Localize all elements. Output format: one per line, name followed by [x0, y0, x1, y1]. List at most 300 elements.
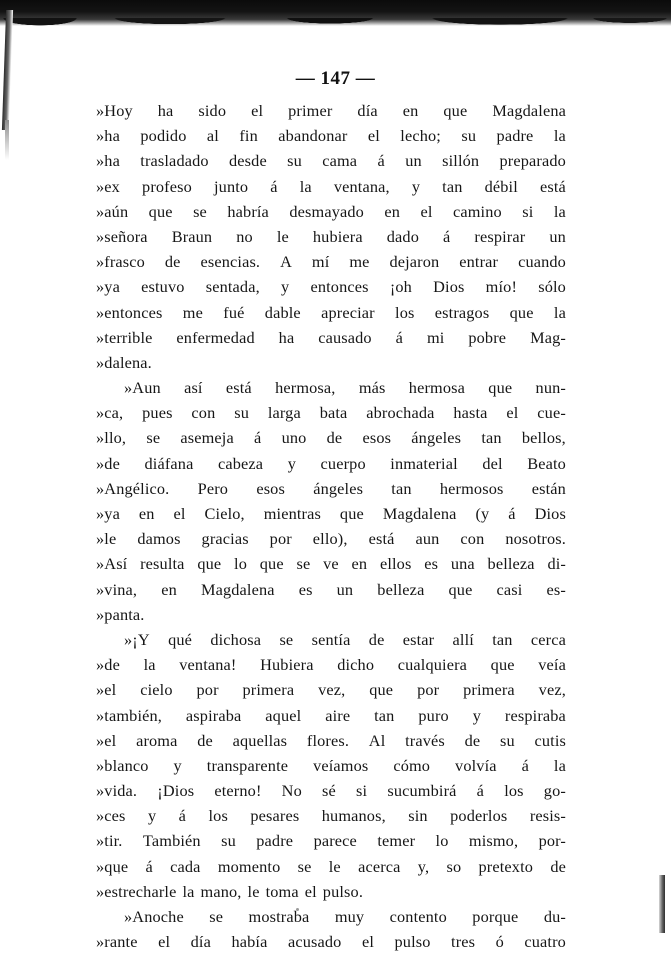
- text-word: á: [395, 327, 404, 347]
- text-word: »tir.: [96, 831, 123, 851]
- text-word: en: [138, 504, 155, 523]
- text-word: di-: [547, 554, 566, 574]
- text-word: cama: [322, 151, 358, 171]
- text-word: están: [531, 478, 566, 498]
- text-word: »Angélico.: [96, 478, 170, 498]
- text-line: [96, 526, 566, 551]
- text-word: »terrible: [96, 327, 153, 347]
- text-word: muy: [334, 907, 365, 926]
- text-word: »blanco: [96, 755, 149, 775]
- text-word: »rante: [96, 932, 138, 952]
- text-word: con: [191, 403, 216, 423]
- text-word: »ha: [96, 151, 120, 171]
- text-word: resulta: [140, 554, 185, 574]
- text-word: su: [287, 151, 302, 171]
- text-word: abandonar: [278, 126, 348, 146]
- text-word: bellos,: [521, 428, 566, 448]
- text-word: »aún: [96, 201, 129, 221]
- text-word: mano,: [200, 881, 242, 901]
- text-word: Dios: [534, 504, 566, 523]
- text-word: á: [443, 226, 451, 246]
- text-word: que: [509, 302, 534, 322]
- text-word: se: [209, 907, 224, 926]
- text-word: (y: [475, 504, 490, 523]
- text-word: su: [234, 403, 249, 423]
- text-word: »ces: [96, 806, 126, 826]
- text-word: tan: [442, 176, 463, 196]
- text-word: resis-: [529, 806, 566, 826]
- text-word: habría: [227, 201, 269, 221]
- text-word: ha: [278, 327, 295, 347]
- text-word: hermosa,: [275, 378, 336, 398]
- text-word: se: [193, 201, 207, 221]
- text-word: ellos: [379, 554, 412, 574]
- text-word: »vina,: [96, 579, 138, 599]
- text-word: esencias.: [200, 252, 261, 272]
- text-line: [96, 98, 566, 123]
- text-word: le: [328, 856, 341, 876]
- text-word: la: [299, 176, 312, 196]
- text-word: que: [148, 201, 173, 221]
- text-word: »el: [96, 680, 117, 700]
- text-word: »Aun: [124, 378, 161, 398]
- text-line: [96, 325, 566, 350]
- text-word: profeso: [142, 176, 192, 196]
- text-line: [96, 174, 566, 199]
- text-word: cuatro: [524, 932, 566, 952]
- text-line: [96, 350, 566, 375]
- text-word: y: [173, 755, 182, 775]
- text-word: su: [461, 126, 477, 146]
- text-word: á: [377, 151, 385, 171]
- text-word: padre: [496, 126, 534, 146]
- text-word: el: [173, 504, 186, 523]
- text-word: cada: [170, 856, 201, 876]
- text-word: damos: [137, 529, 181, 549]
- text-word: camino: [452, 201, 502, 221]
- text-word: estuvo: [141, 277, 185, 297]
- text-word: »señora: [96, 226, 148, 246]
- text-word: »ya: [96, 277, 120, 297]
- text-word: nun-: [535, 378, 566, 398]
- text-word: sólo: [538, 277, 566, 297]
- text-word: le: [247, 881, 260, 901]
- text-word: »panta.: [96, 604, 145, 624]
- text-word: esos: [256, 478, 285, 498]
- text-word: día: [357, 101, 378, 120]
- text-word: casi: [496, 579, 523, 599]
- text-word: los: [504, 781, 524, 801]
- text-line: [96, 476, 566, 501]
- text-word: Magdalena: [492, 101, 566, 120]
- text-word: se: [279, 629, 294, 649]
- text-word: estar: [402, 629, 435, 649]
- text-line: [96, 577, 566, 602]
- text-word: »de: [96, 453, 120, 473]
- text-word: Magdalena: [382, 504, 457, 523]
- text-word: de: [164, 252, 181, 272]
- text-word: sillón: [442, 151, 480, 171]
- text-line: [96, 879, 566, 904]
- text-word: primer: [288, 101, 333, 120]
- text-word: ve: [323, 554, 339, 574]
- text-line: [96, 551, 566, 576]
- text-word: Pero: [197, 478, 229, 498]
- text-word: »Anoche: [124, 907, 184, 926]
- text-word: lecho;: [400, 126, 441, 146]
- text-line: [96, 652, 566, 677]
- text-word: está: [368, 529, 395, 549]
- text-word: hasta: [453, 403, 488, 423]
- text-word: esos: [362, 428, 392, 448]
- text-word: el: [158, 932, 171, 952]
- text-word: Beato: [527, 453, 566, 473]
- text-word: apreciar: [321, 302, 375, 322]
- text-word: el: [367, 126, 380, 146]
- text-word: ¡oh: [389, 277, 412, 297]
- text-word: por-: [538, 831, 566, 851]
- text-word: acusado: [287, 932, 342, 952]
- text-word: pulso: [394, 932, 431, 952]
- text-word: mío!: [485, 277, 518, 297]
- text-word: á: [254, 428, 262, 448]
- text-word: belleza: [487, 554, 535, 574]
- text-word: á: [508, 504, 516, 523]
- text-word: sin: [408, 806, 428, 826]
- text-word: »entonces: [96, 302, 163, 322]
- text-word: primera: [242, 680, 295, 700]
- text-word: »le: [96, 529, 117, 549]
- text-word: la: [553, 755, 566, 775]
- text-word: que: [488, 378, 513, 398]
- text-word: Al: [368, 730, 386, 750]
- page-text-body: [96, 98, 566, 954]
- text-word: A: [280, 252, 292, 272]
- text-word: enfermedad: [176, 327, 255, 347]
- text-word: á: [476, 781, 485, 801]
- text-word: parece: [313, 831, 357, 851]
- text-word: aspiraba: [185, 705, 242, 725]
- text-word: so: [446, 856, 462, 876]
- text-word: pobre: [468, 327, 507, 347]
- text-word: Dios: [433, 277, 465, 297]
- text-word: desde: [229, 151, 267, 171]
- text-word: trasladado: [140, 151, 209, 171]
- text-word: Mag-: [530, 327, 566, 347]
- text-word: desmayado: [289, 201, 364, 221]
- text-word: los: [395, 302, 415, 322]
- text-word: »de: [96, 655, 120, 675]
- text-line: [96, 627, 566, 652]
- text-word: aquellas: [232, 730, 288, 750]
- text-word: cutis: [534, 730, 566, 750]
- text-word: belleza: [377, 579, 425, 599]
- text-line: [96, 904, 566, 929]
- text-word: ¡Dios: [157, 781, 195, 801]
- text-word: mientras: [263, 504, 321, 523]
- text-word: su: [221, 831, 236, 851]
- text-word: veía: [538, 655, 566, 675]
- text-word: ventana,: [333, 176, 390, 196]
- text-word: »¡Y: [124, 629, 150, 649]
- text-line: [96, 854, 566, 879]
- text-line: [96, 123, 566, 148]
- text-word: fin: [239, 126, 258, 146]
- text-word: sentía: [311, 629, 351, 649]
- text-word: cerca: [530, 629, 566, 649]
- text-word: se: [296, 554, 311, 574]
- text-word: tan: [481, 428, 502, 448]
- text-word: por: [417, 680, 440, 700]
- text-line: [96, 400, 566, 425]
- text-word: vez,: [538, 680, 566, 700]
- text-word: transparente: [206, 755, 289, 775]
- text-line: [96, 677, 566, 702]
- text-word: du-: [543, 907, 566, 926]
- text-word: me: [182, 302, 203, 322]
- text-word: nosotros.: [505, 529, 566, 549]
- text-word: se: [146, 428, 161, 448]
- text-word: la: [553, 302, 566, 322]
- text-word: y: [281, 277, 290, 297]
- text-word: de: [464, 730, 481, 750]
- text-word: la: [553, 126, 566, 146]
- text-word: por: [196, 680, 219, 700]
- text-word: »llo,: [96, 428, 127, 448]
- text-word: »Así: [96, 554, 128, 574]
- text-word: »Hoy: [96, 101, 133, 120]
- text-word: el: [361, 932, 374, 952]
- text-word: allí: [452, 629, 474, 649]
- text-word: través: [405, 730, 445, 750]
- text-word: ventana!: [179, 655, 237, 675]
- text-word: sucumbirá: [387, 781, 457, 801]
- text-word: entrar: [459, 252, 499, 272]
- text-word: hermosa: [408, 378, 465, 398]
- text-word: de: [326, 428, 343, 448]
- text-word: dicho: [337, 655, 375, 675]
- text-word: es: [298, 579, 313, 599]
- text-word: dejaron: [389, 252, 440, 272]
- text-word: flores.: [306, 730, 350, 750]
- text-word: dable: [264, 302, 301, 322]
- text-word: dichosa: [210, 629, 262, 649]
- text-word: á: [178, 806, 187, 826]
- text-word: mí: [311, 252, 330, 272]
- text-word: que: [259, 554, 284, 574]
- text-line: [96, 224, 566, 249]
- text-line: [96, 274, 566, 299]
- text-word: »estrecharle: [96, 881, 177, 901]
- text-word: cuerpo: [320, 453, 366, 473]
- text-word: me: [349, 252, 370, 272]
- text-word: y: [411, 176, 421, 196]
- text-word: á: [270, 176, 278, 196]
- text-word: que: [197, 554, 222, 574]
- text-word: mi: [426, 327, 445, 347]
- text-word: ángeles: [313, 478, 364, 498]
- text-word: hermosos: [439, 478, 504, 498]
- text-word: toma: [265, 881, 299, 901]
- text-line: [96, 148, 566, 173]
- text-word: tan: [492, 629, 513, 649]
- text-word: tres: [451, 932, 476, 952]
- text-word: no: [236, 226, 253, 246]
- text-line: [96, 375, 566, 400]
- text-word: es: [424, 554, 439, 574]
- text-word: respirar: [474, 226, 526, 246]
- text-word: más: [358, 378, 386, 398]
- text-word: por: [269, 529, 292, 549]
- text-word: al: [206, 126, 219, 146]
- text-word: aire: [325, 705, 351, 725]
- text-word: si: [356, 781, 368, 801]
- text-word: débil: [484, 176, 518, 196]
- text-word: y: [287, 453, 297, 473]
- text-word: veíamos: [313, 755, 369, 775]
- text-word: á: [521, 755, 529, 775]
- text-word: lo: [234, 554, 247, 574]
- text-word: inmaterial: [390, 453, 458, 473]
- text-word: cómo: [393, 755, 431, 775]
- text-word: la: [182, 881, 195, 901]
- text-word: de: [550, 856, 566, 876]
- text-word: que: [490, 655, 515, 675]
- text-word: sentada,: [205, 277, 260, 297]
- text-word: que: [339, 504, 364, 523]
- text-word: acerca: [358, 856, 401, 876]
- text-line: [96, 728, 566, 753]
- text-word: un: [405, 151, 422, 171]
- text-word: el: [304, 881, 317, 901]
- text-line: [96, 300, 566, 325]
- text-word: á: [145, 856, 153, 876]
- text-word: su: [500, 730, 515, 750]
- text-word: sé: [322, 781, 336, 801]
- text-word: primera: [463, 680, 515, 700]
- text-line: [96, 602, 566, 627]
- text-word: el: [506, 403, 519, 423]
- text-word: con: [460, 529, 485, 549]
- text-word: asemeja: [180, 428, 234, 448]
- text-line: [96, 451, 566, 476]
- text-word: padre: [256, 831, 294, 851]
- text-word: humanos,: [321, 806, 386, 826]
- text-word: fué: [223, 302, 245, 322]
- text-word: de: [368, 629, 385, 649]
- text-word: pretexto: [478, 856, 534, 876]
- text-word: Magdalena: [200, 579, 275, 599]
- text-word: temer: [377, 831, 416, 851]
- text-word: está: [539, 176, 566, 196]
- text-line: [96, 778, 566, 803]
- text-word: momento: [217, 856, 281, 876]
- text-word: que: [369, 680, 394, 700]
- text-word: lo: [435, 831, 449, 851]
- text-word: cuando: [518, 252, 566, 272]
- text-word: aquel: [265, 705, 302, 725]
- text-word: También: [142, 831, 201, 851]
- text-word: junto: [213, 176, 249, 196]
- text-word: le: [276, 226, 289, 246]
- text-word: sido: [198, 101, 227, 120]
- text-word: cielo: [140, 680, 173, 700]
- text-word: y,: [417, 856, 430, 876]
- text-word: contento: [389, 907, 447, 926]
- text-word: pulso.: [322, 881, 364, 901]
- text-word: larga: [267, 403, 301, 423]
- text-line: [96, 199, 566, 224]
- text-word: »ca,: [96, 403, 124, 423]
- text-word: es-: [546, 579, 566, 599]
- text-word: vez,: [318, 680, 346, 700]
- text-line: [96, 828, 566, 853]
- text-word: No: [281, 781, 302, 801]
- text-word: que: [443, 101, 468, 120]
- text-word: Hubiera: [260, 655, 314, 675]
- text-word: »vida.: [96, 781, 138, 801]
- text-word: y: [472, 705, 482, 725]
- text-word: mostraba: [248, 907, 310, 926]
- text-word: respiraba: [504, 705, 566, 725]
- text-word: tan: [374, 705, 395, 725]
- text-word: »también,: [96, 705, 163, 725]
- text-word: uno: [281, 428, 307, 448]
- text-word: día: [190, 932, 211, 952]
- text-word: Braun: [171, 226, 213, 246]
- text-line: [96, 501, 566, 526]
- text-word: bata: [319, 403, 348, 423]
- text-word: hubiera: [312, 226, 363, 246]
- text-word: puro: [418, 705, 449, 725]
- text-word: ello),: [312, 529, 348, 549]
- text-word: »que: [96, 856, 129, 876]
- text-word: el: [420, 201, 433, 221]
- text-word: cabeza: [218, 453, 264, 473]
- text-word: podido: [140, 126, 187, 146]
- text-word: estragos: [434, 302, 490, 322]
- text-word: volvía: [455, 755, 497, 775]
- text-word: cualquiera: [397, 655, 468, 675]
- text-line: [96, 249, 566, 274]
- text-word: pues: [142, 403, 173, 423]
- text-word: ó: [495, 932, 504, 952]
- text-word: se: [297, 856, 312, 876]
- text-word: así: [184, 378, 203, 398]
- text-word: la: [143, 655, 156, 675]
- text-word: en: [384, 201, 401, 221]
- text-word: está: [225, 378, 252, 398]
- text-word: en: [402, 101, 419, 120]
- text-word: el: [251, 101, 264, 120]
- text-word: que: [448, 579, 473, 599]
- text-word: una: [450, 554, 475, 574]
- text-word: y: [147, 806, 157, 826]
- text-word: pesares: [250, 806, 300, 826]
- text-word: Cielo,: [204, 504, 245, 523]
- text-word: mismo,: [468, 831, 519, 851]
- text-word: eterno!: [214, 781, 262, 801]
- text-word: ha: [157, 101, 174, 120]
- text-word: en: [161, 579, 177, 599]
- text-word: un: [549, 226, 566, 246]
- text-word: porque: [472, 907, 519, 926]
- text-word: abrochada: [366, 403, 435, 423]
- text-word: aun: [415, 529, 440, 549]
- text-word: del: [482, 453, 503, 473]
- text-word: aroma: [136, 730, 178, 750]
- text-word: poderlos: [450, 806, 508, 826]
